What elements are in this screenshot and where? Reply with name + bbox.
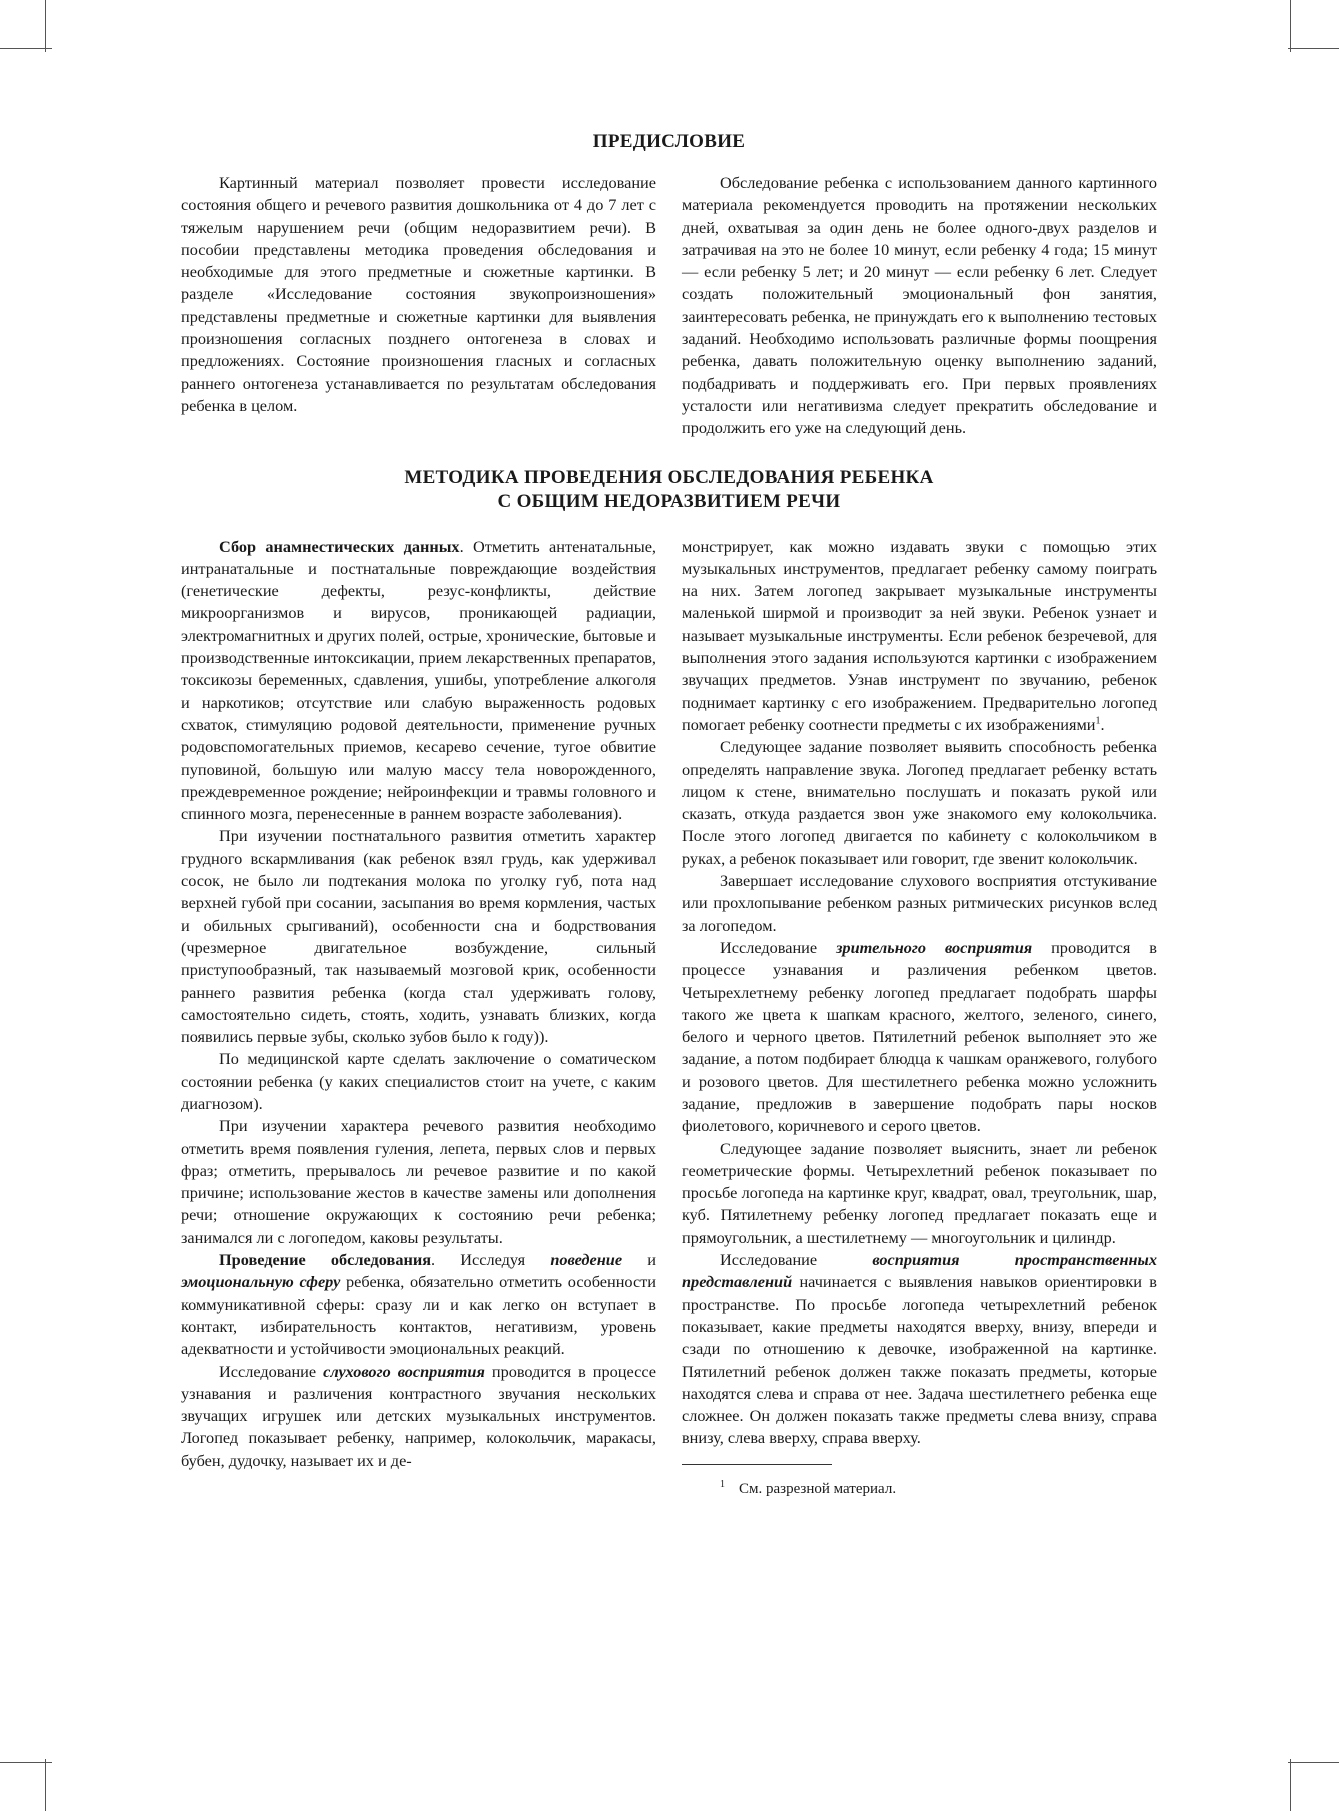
medical-card-paragraph: По медицинской карте сделать заключение о соматическом состоянии ребенка (у каких специалистов стоит на учете, с каким диагнозом). bbox=[181, 1049, 656, 1113]
method-columns bbox=[181, 536, 1157, 1499]
visual-term: зрительного восприятия bbox=[836, 937, 1033, 957]
anamnesis-heading: Сбор анамнестических данных bbox=[219, 536, 460, 556]
preface-left-paragraph: Картинный материал позволяет провести исследование состояния общего и речевого развития дошкольника от 4 до 7 лет с тяжелым нарушением речи (общим недоразвитием речи). В пособии представлены методика проведения обследования и необходимые для этого предметные и сюжетные картинки. В разделе «Исследование состояния звукопроизношения» представлены предметные и сюжетные картинки для выявления произношения согласных позднего онтогенеза в словах и предложениях. Состояние произношения гласных и согласных раннего онтогенеза устанавливается по результатам обследования ребенка в целом. bbox=[181, 173, 656, 415]
anamnesis-text: . Отметить антенатальные, интранатальные и постнатальные повреждающие воздействия (генетические дефекты, резус-конфликты, действие микроорганизмов и вирусов, проникающей радиации, электромагнитных и других полей, острые, хронические, бытовые и производственные интоксикации, прием лекарственных препаратов, токсикозы беременных, сдавления, ушибы, употребление алкоголя и наркотиков; отсутствие или слабую выраженность родовых схваток, стимуляцию родовой деятельности, применение ручных родовспомогательных приемов, кесарево сечение, тугое обвитие пуповиной, большую или малую массу тела новорожденного, преждевременное рождение; нейроинфекции и травмы головного и спинного мозга, перенесенные в раннем возрасте заболевания). bbox=[181, 536, 657, 824]
method-left-column bbox=[181, 536, 656, 1472]
auditory-text: Исследование bbox=[219, 1361, 324, 1381]
spatial-text: Исследование bbox=[720, 1250, 873, 1270]
examination-text: ребенка, обязательно отметить особенности коммуникативной сферы: сразу ли и как легко он вступает в контакт, избирательность контактов, негативизм, уровень адекватности и устойчивости эмоциональных реакций. bbox=[181, 1272, 657, 1359]
visual-text: проводится в процессе узнавания и различения ребенком цветов. Четырехлетнему ребенку логопед предлагает подобрать шарфы такого же цвета к шапкам красного, желтого, зеленого, синего, белого и черного цветов. Пятилетний ребенок выполняет это же задание, а потом подбирает блюдца к чашкам оранжевого, голубого и розового цветов. Для шестилетнего ребенка можно усложнить задание, предложив в завершение подобрать пары носков фиолетового, коричневого и серого цветов. bbox=[682, 937, 1157, 1136]
page-content bbox=[181, 130, 1157, 1499]
sound-direction-paragraph: Следующее задание позволяет выявить способность ребенка определять направление звука. Логопед предлагает ребенку встать лицом к стене, внимательно послушать и показать рукой или сказать, откуда раздается звон уже знакомого ему колокольчика. После этого логопед двигается по кабинету с колокольчиком в руках, а ребенок показывает или говорит, где звенит колокольчик. bbox=[682, 737, 1157, 868]
crop-mark bbox=[1290, 1759, 1291, 1811]
preface-title: ПРЕДИСЛОВИЕ bbox=[592, 131, 746, 152]
crop-mark bbox=[1288, 48, 1339, 49]
method-right-column bbox=[682, 536, 1157, 1499]
emotional-sphere-term: эмоциональную сферу bbox=[181, 1272, 341, 1292]
crop-mark bbox=[0, 1762, 52, 1763]
speech-development-paragraph: При изучении характера речевого развития необходимо отметить время появления гуления, лепета, первых слов и первых фраз; отметить, прерывалось ли речевое развитие и по какой причине; использование жестов в качестве замены или дополнения речи; отношение окружающих к состоянию речи ребенка; занимался ли с логопедом, каковы результаты. bbox=[181, 1116, 656, 1247]
crop-mark bbox=[0, 48, 52, 49]
examination-paragraph bbox=[181, 1249, 656, 1360]
visual-paragraph bbox=[682, 937, 1157, 1138]
crop-mark bbox=[45, 0, 46, 52]
examination-heading: Проведение обследования bbox=[219, 1250, 432, 1270]
crop-mark bbox=[1288, 1762, 1339, 1763]
spatial-paragraph bbox=[682, 1249, 1157, 1450]
preface-right-column bbox=[682, 172, 1157, 440]
footnote bbox=[682, 1475, 1157, 1499]
preface-columns bbox=[181, 172, 1157, 440]
footnote-ref: 1 bbox=[1095, 715, 1101, 727]
auditory-paragraph bbox=[181, 1361, 656, 1472]
preface-right-paragraph: Обследование ребенка с использованием данного картинного материала рекомендуется проводить на протяжении нескольких дней, охватывая за один день не более одного-двух разделов и затрачивая на это не более 10 минут, если ребенку 4 года; 15 минут — если ребенку 5 лет; и 20 минут — если ребенку 6 лет. Следует создать положительный эмоциональный фон занятия, заинтересовать ребенка, не принуждать его к выполнению тестовых заданий. Необходимо использовать различные формы поощрения ребенка, давать положительную оценку выполнению заданий, подбадривать и поддерживать его. При первых проявлениях усталости или негативизма следует прекратить обследование и продолжить его уже на следующий день. bbox=[682, 173, 1157, 438]
spatial-term: восприятия пространственных представлений bbox=[682, 1250, 1157, 1292]
instruments-paragraph bbox=[682, 536, 1157, 737]
method-title-line1: МЕТОДИКА ПРОВЕДЕНИЯ ОБСЛЕДОВАНИЯ РЕБЕНКА bbox=[404, 466, 934, 488]
footnote-text: См. разрезной материал. bbox=[739, 1480, 897, 1497]
crop-mark bbox=[1290, 0, 1291, 52]
instruments-text: . bbox=[1100, 714, 1105, 734]
shapes-paragraph: Следующее задание позволяет выяснить, знает ли ребенок геометрические формы. Четырехлетний ребенок показывает по просьбе логопеда на картинке круг, квадрат, овал, треугольник, шар, куб. Пятилетнему ребенку логопед предлагает показать еще и прямоугольник, а шестилетнему — многоугольник и цилиндр. bbox=[682, 1138, 1157, 1247]
examination-text: и bbox=[622, 1250, 656, 1270]
rhythm-paragraph: Завершает исследование слухового восприятия отстукивание или прохлопывание ребенком разных ритмических рисунков вслед за логопедом. bbox=[682, 871, 1157, 935]
auditory-text: проводится в процессе узнавания и различения контрастного звучания нескольких звучащих игрушек или детских музыкальных инструментов. Логопед показывает ребенку, например, колокольчик, маракасы, бубен, дудочку, называет их и де- bbox=[181, 1361, 656, 1470]
spatial-text: начинается с выявления навыков ориентировки в пространстве. По просьбе логопеда четырехлетний ребенок показывает, какие предметы находятся вверху, внизу, впереди и сзади по отношению к девочке, изображенной на картинке. Пятилетний ребенок должен также показать предметы, которые находятся слева и справа от нее. Задача шестилетнего ребенка еще сложнее. Он должен показать также предметы слева внизу, справа внизу, слева вверху, справа вверху. bbox=[682, 1272, 1157, 1448]
preface-left-column bbox=[181, 172, 656, 417]
anamnesis-paragraph bbox=[181, 536, 656, 826]
footnote-divider bbox=[682, 1464, 832, 1465]
instruments-text: монстрирует, как можно издавать звуки с помощью этих музыкальных инструментов, предлагает ребенку самому поиграть на них. Затем логопед закрывает музыкальные инструменты маленькой ширмой и производит за ней звуки. Ребенок узнает и называет музыкальные инструменты. Если ребенок безречевой, для выполнения этого задания используются картинки с изображением звучащих предметов. Узнав инструмент по звучанию, ребенок поднимает картинку с его изображением. Предварительно логопед помогает ребенку соотнести предметы с их изображениями bbox=[682, 536, 1157, 734]
crop-mark bbox=[45, 1759, 46, 1811]
method-title-line2: С ОБЩИМ НЕДОРАЗВИТИЕМ РЕЧИ bbox=[497, 490, 841, 512]
footnote-number: 1 bbox=[720, 1478, 725, 1490]
method-title bbox=[181, 466, 1157, 514]
behavior-term: поведение bbox=[550, 1250, 623, 1270]
visual-text: Исследование bbox=[720, 937, 837, 957]
auditory-term: слухового восприятия bbox=[323, 1361, 485, 1381]
examination-text: . Исследуя bbox=[431, 1250, 551, 1270]
postnatal-paragraph: При изучении постнатального развития отметить характер грудного вскармливания (как ребенок взял грудь, как удерживал сосок, не было ли подтекания молока по уголку губ, пота над верхней губой при сосании, засыпания во время кормления, частых и обильных срыгиваний), особенности сна и бодрствования (чрезмерное двигательное возбуждение, сильный приступообразный, так называемый мозговой крик, особенности раннего развития ребенка (когда стал удерживать голову, самостоятельно сидеть, стоять, ходить, узнавать близких, когда появились первые зубы, сколько зубов было к году)). bbox=[181, 826, 656, 1047]
